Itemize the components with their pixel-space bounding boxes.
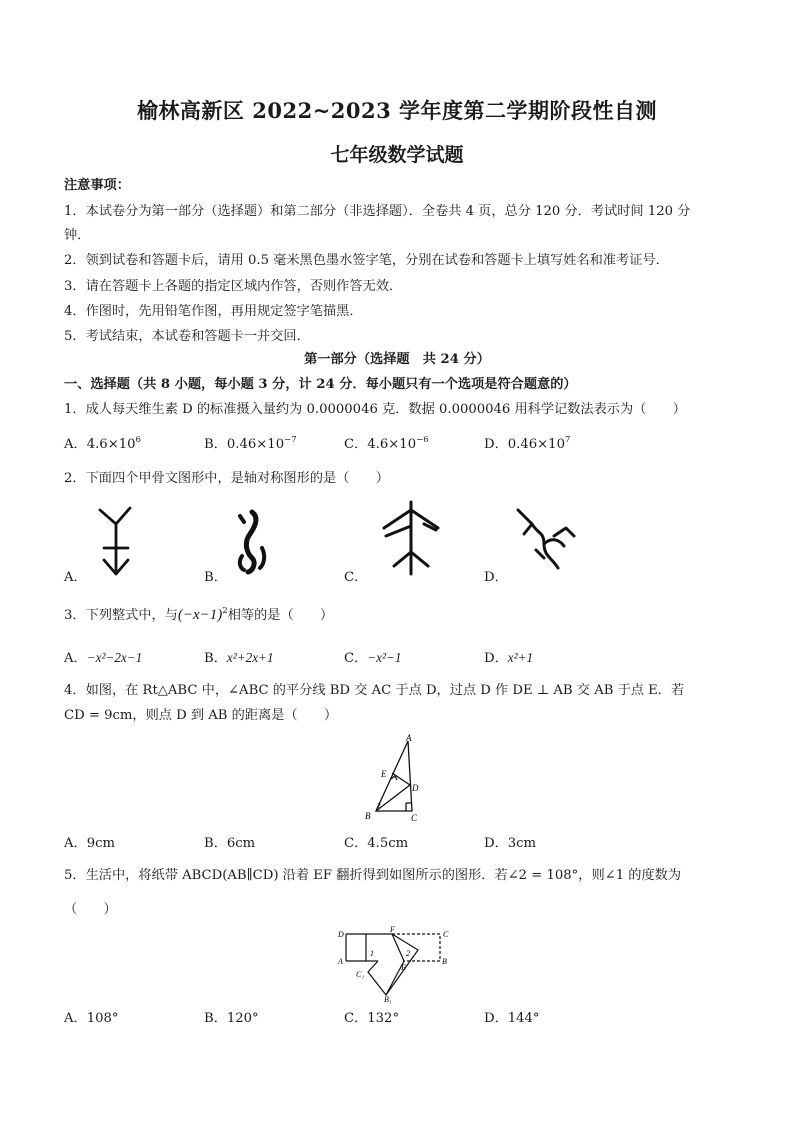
q4-option-c[interactable]: C．4.5cm (344, 836, 409, 851)
exam-title: 榆林高新区 2022~2023 学年度第二学期阶段性自测 (136, 98, 658, 123)
q5-stem-line1: 5．生活中，将纸带 ABCD(AB∥CD) 沿着 EF 翻折得到如图所示的图形．若∠2 = 108°，则∠1 的度数为 (64, 868, 682, 883)
q5-label-c1: C₁ (356, 970, 365, 979)
q4-label-e: E (381, 769, 387, 779)
q4-option-d[interactable]: D．3cm (484, 836, 537, 851)
q1-stem: 1．成人每天维生素 D 的标准摄入量约为 0.0000046 克．数据 0.0000046 用科学记数法表示为（ ） (64, 402, 686, 417)
q5-label-2: 2 (406, 949, 410, 958)
q1-option-b[interactable]: B．$0.46\times 10^{-7}$ (204, 435, 297, 452)
q5-label-c: C (443, 930, 449, 939)
q5-option-c[interactable]: C．132° (344, 1011, 400, 1026)
q2-option-a[interactable]: A． (64, 570, 87, 585)
q4-triangle-figure (360, 735, 430, 821)
oracle-glyph-d-icon (514, 506, 576, 576)
q4-label-2: 2 (377, 802, 381, 810)
q2-option-d[interactable]: D． (484, 570, 508, 585)
q4-label-c: C (411, 813, 418, 823)
q5-label-b: B (442, 957, 447, 966)
q5-stem-line2: （ ） (64, 902, 117, 917)
q5-option-a[interactable]: A．108° (64, 1011, 119, 1026)
q5-paper-strip-figure (334, 924, 464, 1002)
exam-subtitle: 七年级数学试题 (330, 144, 464, 166)
notice-item: 钟． (64, 228, 91, 243)
q3-option-c[interactable]: C．−x²−1 (344, 650, 402, 666)
q5-option-b[interactable]: B．120° (204, 1011, 259, 1026)
q5-label-d: D (338, 930, 344, 939)
q3-option-b[interactable]: B．x²+2x+1 (204, 650, 274, 666)
q1-option-d[interactable]: D．$0.46\times 10^7$ (484, 435, 571, 452)
notice-item: 1．本试卷分为第一部分（选择题）和第二部分（非选择题）．全卷共 4 页，总分 120 分．考试时间 120 分 (64, 204, 691, 219)
oracle-glyph-c-icon (380, 500, 442, 580)
q3-option-a[interactable]: A．−x²−2x−1 (64, 650, 143, 666)
q4-label-d: D (412, 783, 419, 793)
q5-label-a: A (338, 957, 343, 966)
q4-stem-line2: CD = 9cm，则点 D 到 AB 的距离是（ ） (64, 708, 338, 723)
q1-option-a[interactable]: A．$4.6\times 10^6$ (64, 435, 141, 452)
q2-stem: 2．下面四个甲骨文图形中，是轴对称图形的是（ ） (64, 471, 389, 486)
oracle-glyph-b-icon (232, 508, 272, 578)
notice-item: 2．领到试卷和答题卡后，请用 0.5 毫米黑色墨水签字笔，分别在试卷和答题卡上填写姓名和准考证号． (64, 253, 669, 268)
q5-label-e: E (401, 963, 406, 972)
section-heading: 一、选择题（共 8 小题，每小题 3 分，计 24 分．每小题只有一个选项是符合题意的） (64, 377, 577, 392)
notice-item: 5．考试结束，本试卷和答题卡一并交回． (64, 329, 310, 344)
q2-option-b[interactable]: B． (204, 570, 227, 585)
part1-heading: 第一部分（选择题 共 24 分） (304, 352, 490, 367)
oracle-glyph-a-icon (96, 504, 136, 580)
q5-label-b1: B₁ (384, 995, 392, 1004)
notice-item: 4．作图时，先用铅笔作图，再用规定签字笔描黑． (64, 304, 363, 319)
q4-label-b: B (365, 811, 371, 821)
q5-option-d[interactable]: D．144° (484, 1011, 540, 1026)
q4-option-b[interactable]: B．6cm (204, 836, 256, 851)
q2-option-c[interactable]: C． (344, 570, 368, 585)
q1-option-c[interactable]: C．$4.6\times 10^{-6}$ (344, 435, 429, 452)
q5-label-f: F (390, 925, 395, 934)
q3-stem: 3．下列整式中，与$(-x-1)^2$相等的是（ ） (64, 606, 334, 623)
q4-stem-line1: 4．如图，在 Rt△ABC 中，∠ABC 的平分线 BD 交 AC 于点 D，过点 D 作 DE ⊥ AB 交 AB 于点 E．若 (64, 683, 685, 698)
notice-item: 3．请在答题卡上各题的指定区域内作答，否则作答无效． (64, 279, 403, 294)
q4-option-a[interactable]: A．9cm (64, 836, 115, 851)
q5-label-1: 1 (370, 949, 374, 958)
q4-label-a: A (406, 733, 412, 743)
notice-heading: 注意事项： (64, 178, 130, 193)
q3-option-d[interactable]: D．x²+1 (484, 650, 534, 666)
